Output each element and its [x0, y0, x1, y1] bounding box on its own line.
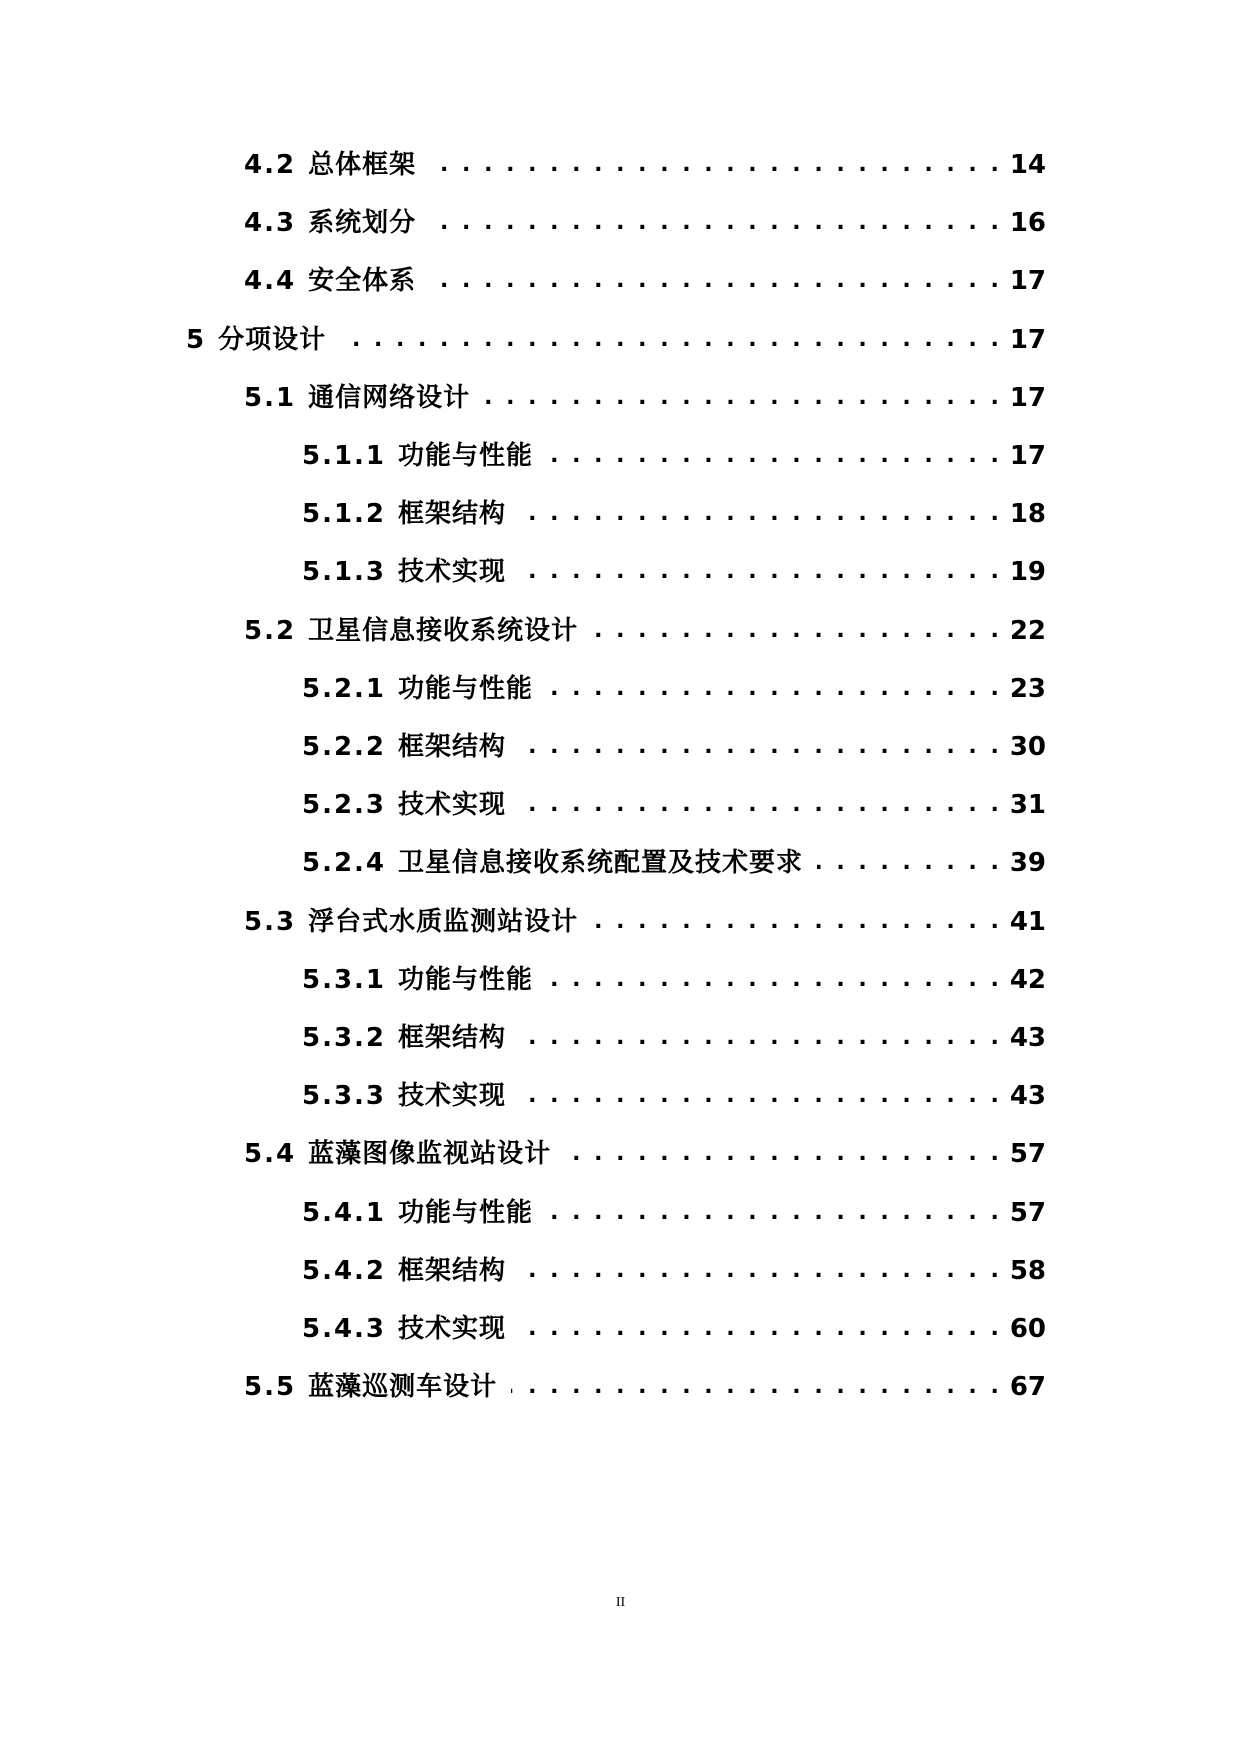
toc-entry-title: 蓝藻巡测车设计 [308, 1372, 498, 1403]
toc-entry-title: 卫星信息接收系统设计 [308, 615, 579, 646]
page-number: II [615, 1595, 626, 1610]
toc-entry[interactable] [244, 145, 1046, 185]
toc-entry[interactable] [244, 1134, 1046, 1174]
toc-entry[interactable] [302, 1076, 1046, 1116]
toc-entry-number: 5.1.1 [302, 441, 387, 471]
toc-entry[interactable] [302, 727, 1046, 767]
toc-entry[interactable] [302, 843, 1046, 883]
toc-entry-title: 安全体系 [308, 266, 417, 297]
toc-entry-page: 30 [1009, 732, 1046, 762]
toc-leader-dots [520, 1018, 1002, 1058]
toc-leader-dots [547, 669, 1002, 709]
toc-entry-page: 16 [1009, 208, 1046, 239]
toc-leader-dots [520, 1251, 1002, 1291]
toc-leader-dots [547, 436, 1002, 476]
toc-entry-number: 5.4.1 [302, 1197, 387, 1228]
toc-entry-page: 14 [1009, 150, 1046, 180]
toc-entry-title: 框架结构 [398, 1023, 507, 1053]
toc-entry-number: 5.4.3 [302, 1314, 387, 1344]
toc-entry-number: 5.3.1 [302, 964, 387, 995]
toc-entry[interactable] [186, 320, 1046, 360]
toc-entry-title: 框架结构 [398, 732, 507, 762]
toc-entry[interactable] [244, 378, 1046, 418]
toc-leader-dots [520, 1309, 1002, 1349]
toc-leader-dots [592, 611, 1002, 651]
toc-entry-number: 5.3.3 [302, 1081, 387, 1112]
toc-leader-dots [511, 1367, 1002, 1407]
toc-entry-number: 4.2 [244, 150, 297, 180]
toc-leader-dots [592, 902, 1002, 942]
toc-entry-page: 17 [1009, 266, 1046, 297]
toc-leader-dots [520, 727, 1002, 767]
toc-leader-dots [547, 960, 1002, 1000]
toc-leader-dots [484, 378, 1002, 418]
toc-entry-number: 5.2.3 [302, 790, 387, 821]
toc-leader-dots [817, 843, 1002, 883]
toc-entry-title: 系统划分 [308, 208, 417, 239]
toc-entry-number: 5.2 [244, 615, 297, 646]
toc-entry-number: 5.4.2 [302, 1255, 387, 1286]
toc-entry-title: 框架结构 [398, 1255, 507, 1286]
toc-entry-page: 23 [1009, 673, 1046, 704]
toc-entry-title: 分项设计 [218, 324, 327, 355]
toc-leader-dots [520, 785, 1002, 825]
toc-entry-page: 17 [1009, 441, 1046, 471]
toc-entry-number: 4.3 [244, 208, 297, 239]
toc-entry-page: 22 [1009, 615, 1046, 646]
toc-entry-number: 5 [186, 324, 207, 355]
toc-entry-page: 39 [1009, 848, 1046, 879]
toc-entry[interactable] [244, 261, 1046, 301]
toc-leader-dots [430, 145, 1002, 185]
toc-entry-page: 17 [1009, 324, 1046, 355]
toc-entry-number: 5.2.2 [302, 732, 387, 762]
toc-entry[interactable] [244, 611, 1046, 651]
toc-leader-dots [547, 1193, 1002, 1233]
toc-entry[interactable] [302, 960, 1046, 1000]
toc-entry-number: 5.1.3 [302, 557, 387, 588]
toc-leader-dots [520, 552, 1002, 592]
toc-entry-title: 功能与性能 [398, 441, 534, 471]
toc-entry[interactable] [302, 552, 1046, 592]
toc-entry[interactable] [302, 1251, 1046, 1291]
toc-entry[interactable] [302, 1193, 1046, 1233]
toc-entry-title: 卫星信息接收系统配置及技术要求 [398, 848, 804, 879]
toc-entry-title: 总体框架 [308, 150, 417, 180]
toc-entry-page: 31 [1009, 790, 1046, 821]
toc-entry-title: 蓝藻图像监视站设计 [308, 1139, 552, 1170]
toc-entry-number: 4.4 [244, 266, 297, 297]
toc-leader-dots [430, 261, 1002, 301]
toc-entry-number: 5.1.2 [302, 499, 387, 530]
toc-entry-title: 技术实现 [398, 1314, 507, 1344]
toc-leader-dots [430, 203, 1002, 243]
toc-entry-page: 18 [1009, 499, 1046, 530]
toc-entry-page: 57 [1009, 1139, 1046, 1170]
toc-entry[interactable] [302, 494, 1046, 534]
toc-entry-number: 5.3.2 [302, 1023, 387, 1053]
toc-entry-title: 功能与性能 [398, 964, 534, 995]
toc-entry-page: 43 [1009, 1081, 1046, 1112]
toc-entry-title: 浮台式水质监测站设计 [308, 906, 579, 937]
toc-entry[interactable] [244, 203, 1046, 243]
toc-entry-page: 67 [1009, 1372, 1046, 1403]
toc-entry-number: 5.2.1 [302, 673, 387, 704]
toc-entry[interactable] [244, 1367, 1046, 1407]
toc-entry[interactable] [302, 436, 1046, 476]
toc-leader-dots [340, 320, 1002, 360]
toc-entry-number: 5.2.4 [302, 848, 387, 879]
toc-entry-page: 17 [1009, 382, 1046, 413]
toc-entry-number: 5.4 [244, 1139, 297, 1170]
toc-entry-page: 42 [1009, 964, 1046, 995]
toc-entry-number: 5.5 [244, 1372, 297, 1403]
toc-entry[interactable] [244, 902, 1046, 942]
toc-entry-page: 41 [1009, 906, 1046, 937]
toc-entry-page: 58 [1009, 1255, 1046, 1286]
toc-entry-page: 43 [1009, 1023, 1046, 1053]
toc-entry-page: 60 [1009, 1314, 1046, 1344]
toc-entry-number: 5.1 [244, 382, 297, 413]
toc-entry[interactable] [302, 669, 1046, 709]
toc-leader-dots [565, 1134, 1002, 1174]
toc-entry-page: 19 [1009, 557, 1046, 588]
toc-entry-title: 框架结构 [398, 499, 507, 530]
toc-entry-title: 技术实现 [398, 1081, 507, 1112]
toc-entry-title: 通信网络设计 [308, 382, 471, 413]
toc-entry[interactable] [302, 785, 1046, 825]
toc-entry-title: 功能与性能 [398, 1197, 534, 1228]
toc-entry-page: 57 [1009, 1197, 1046, 1228]
toc-entry-number: 5.3 [244, 906, 297, 937]
toc-entry[interactable] [302, 1309, 1046, 1349]
toc-leader-dots [520, 1076, 1002, 1116]
toc-entry[interactable] [302, 1018, 1046, 1058]
toc-entry-title: 功能与性能 [398, 673, 534, 704]
toc-leader-dots [520, 494, 1002, 534]
toc-entry-title: 技术实现 [398, 557, 507, 588]
toc-entry-title: 技术实现 [398, 790, 507, 821]
